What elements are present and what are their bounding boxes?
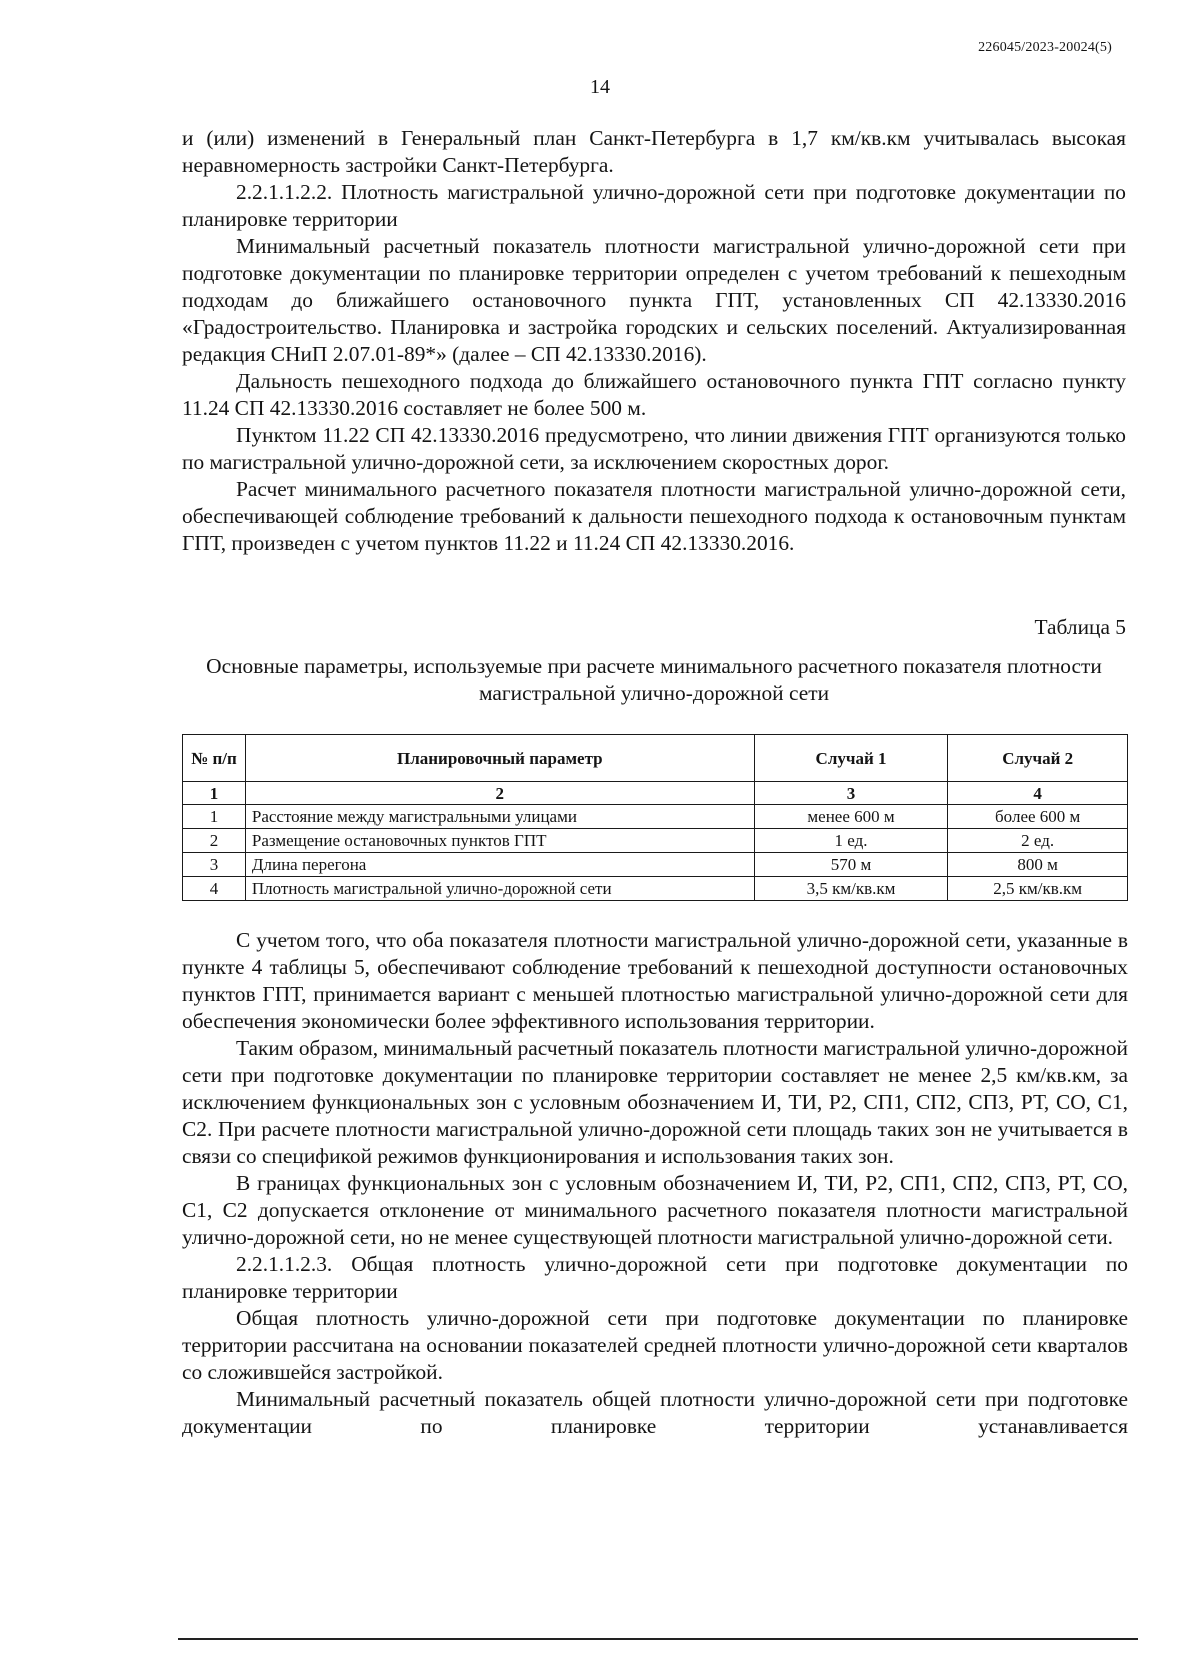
header-cell-parameter: Планировочный параметр <box>245 735 754 782</box>
column-number: 1 <box>183 782 246 805</box>
section-heading: 2.2.1.1.2.2. Плотность магистральной улично-дорожной сети при подготовке документации по планировке территории <box>182 180 1126 231</box>
column-number: 4 <box>948 782 1128 805</box>
cell-parameter: Длина перегона <box>245 853 754 877</box>
cell-case-1: 3,5 км/кв.км <box>754 877 948 901</box>
cell-case-1: 1 ед. <box>754 829 948 853</box>
cell-number: 3 <box>183 853 246 877</box>
document-number: 226045/2023-20024(5) <box>978 40 1112 55</box>
cell-number: 2 <box>183 829 246 853</box>
table-header-row <box>183 735 1128 782</box>
text-block-bottom <box>182 927 1128 1440</box>
paragraph: Дальность пешеходного подхода до ближайшего остановочного пункта ГПТ согласно пункту 11.24 СП 42.13330.2016 составляет не более 500 м. <box>182 369 1126 420</box>
table-caption: Таблица 5 <box>1034 615 1126 639</box>
parameters-table <box>182 734 1128 901</box>
paragraph: Общая плотность улично-дорожной сети при подготовке документации по планировке территории рассчитана на основании показателей средней плотности улично-дорожной сети кварталов со сложившейся застройкой. <box>182 1306 1128 1384</box>
cell-case-1: 570 м <box>754 853 948 877</box>
text-block-top <box>182 125 1126 557</box>
paragraph: В границах функциональных зон с условным обозначением И, ТИ, Р2, СП1, СП2, СП3, РТ, СО, С1, С2 допускается отклонение от минимального расчетного показателя плотности магистральной улично-дорожной сети, но не менее существующей плотности магистральной улично-дорожной сети. <box>182 1171 1128 1249</box>
paragraph: и (или) изменений в Генеральный план Санкт-Петербурга в 1,7 км/кв.км учитывалась высокая неравномерность застройки Санкт-Петербурга. <box>182 126 1126 177</box>
header-cell-number: № п/п <box>183 735 246 782</box>
table-title: Основные параметры, используемые при расчете минимального расчетного показателя плотности магистральной улично-дорожной сети <box>206 654 1102 705</box>
cell-parameter: Размещение остановочных пунктов ГПТ <box>245 829 754 853</box>
paragraph: Пунктом 11.22 СП 42.13330.2016 предусмотрено, что линии движения ГПТ организуются только по магистральной улично-дорожной сети, за исключением скоростных дорог. <box>182 423 1126 474</box>
table-row <box>183 877 1128 901</box>
cell-case-1: менее 600 м <box>754 805 948 829</box>
page-number: 14 <box>590 76 610 98</box>
section-heading: 2.2.1.1.2.3. Общая плотность улично-дорожной сети при подготовке документации по планировке территории <box>182 1252 1128 1303</box>
table-row <box>183 805 1128 829</box>
column-number: 3 <box>754 782 948 805</box>
paragraph: Минимальный расчетный показатель плотности магистральной улично-дорожной сети при подготовке документации по планировке территории определен с учетом требований к пешеходным подходам до ближайшего остановочного пункта ГПТ, установленных СП 42.13330.2016 «Градостроительство. Планировка и застройка городских и сельских поселений. Актуализированная редакция СНиП 2.07.01-89*» (далее – СП 42.13330.2016). <box>182 234 1126 366</box>
table-column-numbers-row <box>183 782 1128 805</box>
cell-case-2: более 600 м <box>948 805 1128 829</box>
column-number: 2 <box>245 782 754 805</box>
paragraph: Минимальный расчетный показатель общей плотности улично-дорожной сети при подготовке документации по планировке территории устанавливается <box>182 1387 1128 1438</box>
header-cell-case-2: Случай 2 <box>948 735 1128 782</box>
table-row <box>183 853 1128 877</box>
header-cell-case-1: Случай 1 <box>754 735 948 782</box>
cell-number: 4 <box>183 877 246 901</box>
cell-case-2: 2,5 км/кв.км <box>948 877 1128 901</box>
paragraph: С учетом того, что оба показателя плотности магистральной улично-дорожной сети, указанные в пункте 4 таблицы 5, обеспечивают соблюдение требований к пешеходной доступности остановочных пунктов ГПТ, принимается вариант с меньшей плотностью магистральной улично-дорожной сети для обеспечения экономически более эффективного использования территории. <box>182 928 1128 1033</box>
table-row <box>183 829 1128 853</box>
cell-case-2: 800 м <box>948 853 1128 877</box>
cell-parameter: Плотность магистральной улично-дорожной сети <box>245 877 754 901</box>
cell-case-2: 2 ед. <box>948 829 1128 853</box>
paragraph: Таким образом, минимальный расчетный показатель плотности магистральной улично-дорожной сети при подготовке документации по планировке территории составляет не менее 2,5 км/кв.км, за исключением функциональных зон с условным обозначением И, ТИ, Р2, СП1, СП2, СП3, РТ, СО, С1, С2. При расчете плотности магистральной улично-дорожной сети площадь таких зон не учитывается в связи со спецификой режимов функционирования и использования таких зон. <box>182 1036 1128 1168</box>
cell-parameter: Расстояние между магистральными улицами <box>245 805 754 829</box>
paragraph: Расчет минимального расчетного показателя плотности магистральной улично-дорожной сети, обеспечивающей соблюдение требований к дальности пешеходного подхода к остановочным пунктам ГПТ, произведен с учетом пунктов 11.22 и 11.24 СП 42.13330.2016. <box>182 477 1126 555</box>
cell-number: 1 <box>183 805 246 829</box>
scan-edge-line <box>178 1638 1138 1640</box>
